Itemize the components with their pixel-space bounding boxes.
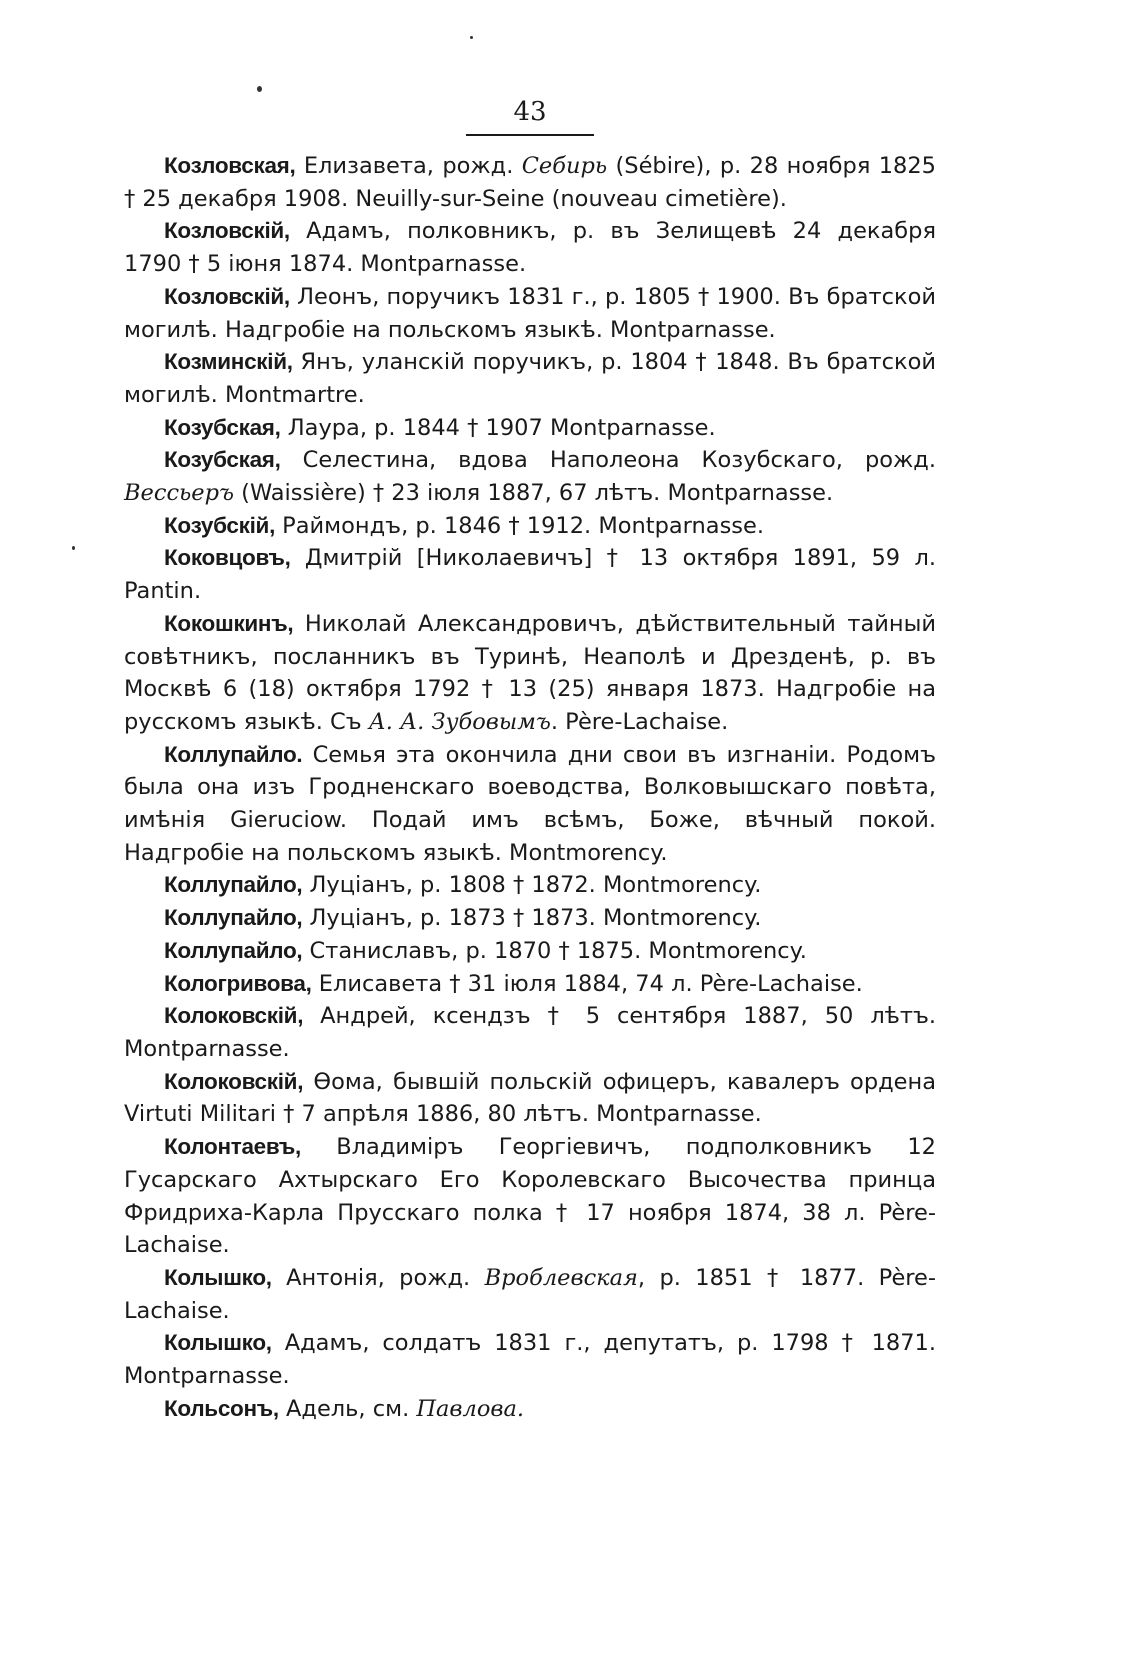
page-number: 43 [513,97,547,127]
entry-text: Адамъ, полковникъ, р. въ Зелищевѣ 24 декабря 1790 † 5 іюня 1874. Montparnasse. [124,218,936,278]
entry-text: Елисавета † 31 іюля 1884, 74 л. Père-Lachaise. [311,970,863,997]
entry-name: Коллупайло, [164,872,303,898]
entry-list [124,150,936,1425]
entry [124,739,936,870]
entry-text: , р. 1851 † 1877. Père-Lachaise. [124,1264,936,1324]
entry [124,1066,936,1131]
entry [124,150,936,215]
entry-name: Козубская, [164,447,281,473]
entry-name: Кокошкинъ, [164,610,294,636]
entry-name: Козубская, [164,414,281,440]
entry-name: Кольсонъ, [164,1395,279,1421]
entry-name: Коллупайло, [164,937,303,963]
entry-name: Колышко, [164,1330,272,1356]
entry-text: Елизавета, рожд. [295,153,522,179]
scan-speck [470,36,473,39]
entry-text: Леонъ, поручикъ 1831 г., р. 1805 † 1900. Въ братской могилѣ. Надгробіе на польскомъ языкѣ. Montparnasse. [124,283,936,343]
entry-text: Семья эта окончила дни свои въ изгнаніи. Родомъ была она изъ Гродненскаго воеводства, Волковышскаго повѣта, имѣнія Gieruciow. Подай имъ всѣмъ, Боже, вѣчный покой. Надгробіе на польскомъ языкѣ. Montmorency. [124,741,936,866]
entry-name: Коковцовъ, [164,545,291,571]
entry-name: Колоковскій, [164,1068,304,1094]
entry-italic-text: А. А. Зубовымъ [368,708,551,735]
entry [124,1131,936,1262]
entry-name: Колонтаевъ, [164,1134,301,1160]
entry [124,935,936,968]
entry [124,1393,936,1426]
entry-name: Козминскій, [164,349,293,375]
entry-text: Ѳома, бывшій польскій офицеръ, кавалеръ ордена Virtuti Militari † 7 апрѣля 1886, 80 лѣтъ. Montparnasse. [124,1068,936,1128]
entry-text: Станиславъ, р. 1870 † 1875. Montmorency. [302,937,807,964]
entry [124,608,936,739]
entry-name: Колышко, [164,1264,272,1290]
entry-text: Луціанъ, р. 1873 † 1873. Montmorency. [302,905,762,932]
entry [124,1000,936,1065]
entry-text: Янъ, уланскій поручикъ, р. 1804 † 1848. Въ братской могилѣ. Montmartre. [124,349,936,408]
entry-text: Владиміръ Георгіевичъ, подполковникъ 12 Гусарскаго Ахтырскаго Его Королевскаго Высочества принца Фридриха-Карла Прусскаго полка † 17 ноября 1874, 38 л. Père-Lachaise. [124,1134,936,1259]
entry [124,1327,936,1392]
entry-name: Коллупайло, [164,905,303,931]
entry-text: Андрей, ксендзъ † 5 сентября 1887, 50 лѣтъ. Montparnasse. [124,1003,936,1062]
entry-name: Козловскій, [164,283,290,309]
entry-name: Козловскій, [164,218,290,244]
page-number-rule [466,134,594,136]
entry-text: . Père-Lachaise. [550,708,729,735]
entry-text: Луціанъ, р. 1808 † 1872. Montmorency. [302,872,762,899]
entry-italic-text: Вроблевская [484,1264,638,1291]
entry [124,215,936,280]
entry [124,869,936,902]
entry-italic-text: Павлова. [416,1395,525,1422]
entry-name: Коллупайло. [164,741,303,767]
entry-name: Колоковскій, [164,1003,304,1029]
entry-italic-text: Себирь [521,153,608,179]
entry-text: Раймондъ, р. 1846 † 1912. Montparnasse. [275,512,765,539]
entry [124,542,936,607]
entry [124,1262,936,1327]
entry [124,412,936,445]
scan-speck [72,546,75,550]
entry-name: Козловская, [164,153,296,178]
entry-text: Антонія, рожд. [271,1264,485,1291]
entry-text: Дмитрій [Николаевичъ] † 13 октября 1891, 59 л. Pantin. [124,545,936,605]
entry [124,510,936,543]
entry-name: Козубскій, [164,512,276,538]
entry-name: Кологривова, [164,970,312,996]
entry-text: Лаура, р. 1844 † 1907 Montparnasse. [280,414,716,441]
entry [124,444,936,509]
entry-text: Селестина, вдова Наполеона Козубскаго, рожд. [280,447,936,474]
entry [124,281,936,346]
entry [124,902,936,935]
entry-text: (Sébire), р. 28 ноября 1825 † 25 декабря 1908. Neuilly-sur-Seine (nouveau cimetière). [124,153,936,212]
entry-text: (Waissière) † 23 іюля 1887, 67 лѣтъ. Montparnasse. [234,480,834,507]
entry-text: Адамъ, солдатъ 1831 г., депутатъ, р. 1798 † 1871. Montparnasse. [124,1330,936,1390]
entry [124,346,936,411]
book-page [124,92,936,1425]
entry-italic-text: Вессьеръ [124,480,235,507]
entry-text: Николай Александровичъ, дѣйствительный тайный совѣтникъ, посланникъ въ Туринѣ, Неаполѣ и Дрезденѣ, р. въ Москвѣ 6 (18) октября 1792 † 13 (25) января 1873. Надгробіе на русскомъ языкѣ. Съ [124,610,936,735]
entry [124,968,936,1001]
entry-text: Адель, см. [278,1395,417,1422]
